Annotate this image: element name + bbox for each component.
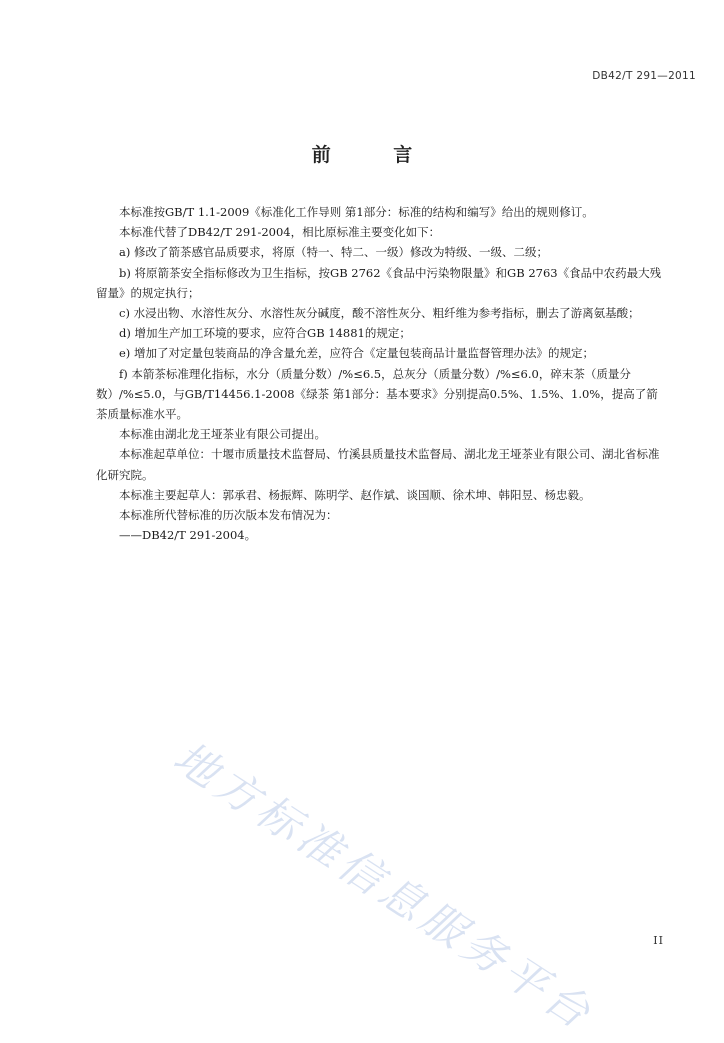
list-item: c) 水浸出物、水溶性灰分、水溶性灰分碱度，酸不溶性灰分、粗纤维为参考指标，删去了游离氨基酸； [119,306,640,321]
paragraph: 本标准按GB/T 1.1-2009《标准化工作导则 第1部分：标准的结构和编写》给出的规则修订。 [119,205,594,219]
list-item: d) 增加生产加工环境的要求，应符合GB 14881的规定； [119,326,411,341]
standard-code: DB42/T 291—2011 [592,70,696,82]
paragraph: 本标准代替了DB42/T 291-2004，相比原标准主要变化如下： [119,225,441,240]
paragraph: 本标准起草单位：十堰市质量技术监督局、竹溪县质量技术监督局、湖北龙王垭茶业有限公司、湖北省标准化研究院。 [96,447,660,482]
paragraph: 本标准所代替标准的历次版本发布情况为： [119,508,338,523]
list-item: a) 修改了箭茶感官品质要求，将原（特一、特二、一级）修改为特级、一级、二级； [119,245,548,260]
page-number: II [653,934,664,947]
list-item: e) 增加了对定量包装商品的净含量允差，应符合《定量包装商品计量监督管理办法》的规定； [119,346,594,361]
list-item: f) 本箭茶标准理化指标，水分（质量分数）/%≤6.5，总灰分（质量分数）/%≤6.0，碎末茶（质量分数）/%≤5.0，与GB/T14456.1-2008《绿茶 第1部分：基本要求》分别提高0.5%、1.5%、1.0%，提高了箭茶质量标准水平。 [96,366,658,422]
watermark: 地方标准信息服务平台 [164,732,603,1042]
paragraph: ——DB42/T 291-2004。 [119,528,257,543]
paragraph: 本标准主要起草人：郭承君、杨振辉、陈明学、赵作斌、谈国顺、徐术坤、韩阳昱、杨忠毅。 [119,487,591,502]
list-item: b) 将原箭茶安全指标修改为卫生指标，按GB 2762《食品中污染物限量》和GB 2763《食品中农药最大残留量》的规定执行； [96,265,662,300]
foreword-body [96,202,664,545]
paragraph: 本标准由湖北龙王垭茶业有限公司提出。 [119,427,326,442]
page-title: 前 言 [311,144,441,166]
